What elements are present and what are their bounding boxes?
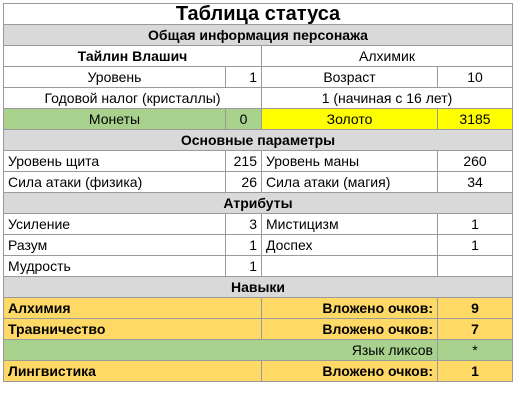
tax-row (4, 88, 513, 109)
shield-mana-row (4, 151, 513, 172)
attack-physical-label: Сила атаки (физика) (4, 172, 226, 193)
skill-points-label: Вложено очков: (262, 319, 438, 340)
mind-armor-row (4, 235, 513, 256)
coins-label: Монеты (4, 109, 226, 130)
name-class-row (4, 46, 513, 67)
character-name[interactable]: Тайлин Влашич (4, 46, 262, 67)
skill-row (4, 319, 513, 340)
gold-label: Золото (262, 109, 438, 130)
mysticism-value[interactable]: 1 (438, 214, 513, 235)
skill-points-value[interactable]: 9 (438, 298, 513, 319)
armor-value[interactable]: 1 (438, 235, 513, 256)
tax-label: Годовой налог (кристаллы) (4, 88, 262, 109)
language-skill-value[interactable]: * (438, 340, 513, 361)
character-class[interactable]: Алхимик (262, 46, 513, 67)
boost-mystic-row (4, 214, 513, 235)
status-sheet (3, 3, 512, 408)
shield-label: Уровень щита (4, 151, 226, 172)
age-value[interactable]: 10 (438, 67, 513, 88)
empty-cell[interactable] (438, 256, 513, 277)
attack-row (4, 172, 513, 193)
section-attributes-row (4, 193, 513, 214)
skill-points-label: Вложено очков: (262, 298, 438, 319)
level-value[interactable]: 1 (226, 67, 262, 88)
age-label: Возраст (262, 67, 438, 88)
skill-row (4, 361, 513, 382)
attack-physical-value[interactable]: 26 (226, 172, 262, 193)
section-main-params-header: Основные параметры (4, 130, 513, 151)
section-general-header: Общая информация персонажа (4, 25, 513, 46)
skill-points-label: Вложено очков: (262, 361, 438, 382)
skill-name[interactable]: Травничество (4, 319, 262, 340)
language-skill-row (4, 340, 513, 361)
mana-label: Уровень маны (262, 151, 438, 172)
section-general-row (4, 25, 513, 46)
shield-value[interactable]: 215 (226, 151, 262, 172)
section-skills-row (4, 277, 513, 298)
currency-row (4, 109, 513, 130)
coins-value[interactable]: 0 (226, 109, 262, 130)
language-skill-name[interactable]: Язык ликсов (4, 340, 438, 361)
section-skills-header: Навыки (4, 277, 513, 298)
wisdom-label: Мудрость (4, 256, 226, 277)
skill-name[interactable]: Алхимия (4, 298, 262, 319)
status-table (3, 3, 513, 382)
wisdom-value[interactable]: 1 (226, 256, 262, 277)
empty-cell[interactable] (262, 256, 438, 277)
section-attributes-header: Атрибуты (4, 193, 513, 214)
mysticism-label: Мистицизм (262, 214, 438, 235)
skill-row (4, 298, 513, 319)
armor-label: Доспех (262, 235, 438, 256)
sheet-title: Таблица статуса (4, 4, 513, 25)
wisdom-row (4, 256, 513, 277)
skill-points-value[interactable]: 1 (438, 361, 513, 382)
boost-label: Усиление (4, 214, 226, 235)
mana-value[interactable]: 260 (438, 151, 513, 172)
mind-label: Разум (4, 235, 226, 256)
section-main-params-row (4, 130, 513, 151)
mind-value[interactable]: 1 (226, 235, 262, 256)
level-label: Уровень (4, 67, 226, 88)
title-row (4, 4, 513, 25)
skill-name[interactable]: Лингвистика (4, 361, 262, 382)
skill-points-value[interactable]: 7 (438, 319, 513, 340)
attack-magic-label: Сила атаки (магия) (262, 172, 438, 193)
gold-value[interactable]: 3185 (438, 109, 513, 130)
attack-magic-value[interactable]: 34 (438, 172, 513, 193)
tax-value[interactable]: 1 (начиная с 16 лет) (262, 88, 513, 109)
level-age-row (4, 67, 513, 88)
boost-value[interactable]: 3 (226, 214, 262, 235)
